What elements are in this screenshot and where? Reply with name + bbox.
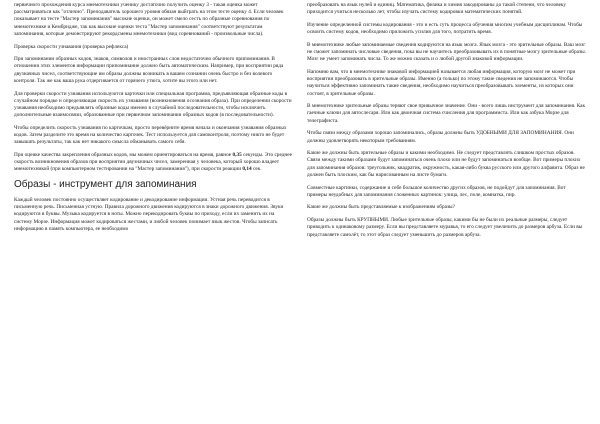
paragraph: Изучение определенной системы кодирования - это и есть суть процесса обучения многим учебным дисциплинам. Чтобы освоить систему кодов, необходимо приложить усилия для того, потратить время. [307,21,583,36]
paragraph: В мнемотехнике зрительные образы теряют свое привычное значение. Они - всего лишь инструмент для запоминания. Как гаечные ключи для автослесаря. Или как двоичная система счисления для программиста. Или как азбука Морзе для телеграфиста. [307,103,586,124]
emphasis-text: УДОБНЫМИ ДЛЯ ЗАПОМИНАНИЯ [476,130,562,137]
paragraph [307,217,586,239]
paragraph: преобразовать на язык нулей и единиц. Математика, физика и химия закодированы до такой степени, что человеку приходится учиться несколько лет, чтобы изучать систему кодировки математических понятий. [307,2,567,16]
bold-value: 0,35 [232,151,242,158]
paragraph: Чтобы определить скорость узнавания по карточкам, просто перевёрните время начала и окончания узнавания образных кодов. Затем разделите это время на количество карточек. Тест используется для самоконтроля, поэтому никто не будет завышать результаты, так как нет никакого смысла обманывать самого себя. [14,124,287,146]
text-run: Чтобы связи между образами хорошо запоминались, образы должны быть [307,130,477,137]
emphasis-text: КРУПНЫМИ [357,217,389,224]
paragraph [307,130,586,144]
paragraph [14,152,293,174]
text-run: секунды. Это среднее скорость возникновения образов при восприятии двузначных чисел, замеренная у человека, который хорошо владеет мнемотехникой (при компьютерном тестировании на "Мастер запоминания"), при скорости реакции [14,151,292,173]
text-run: . Любые зрительные образы, какими бы не были их реальные размеры, следует приводить к одинаковому размеру. Если вы представляете муравья, то его следует увеличить до размеров арбуза. Если вы представляете самолёт, то этот образ следует уменьшить до размеров арбуза. [307,217,583,238]
left-column [14,2,293,424]
paragraph: Какие же должны быть представляемые к изображениям образы? [307,204,455,211]
right-column [307,2,586,424]
paragraph: Для проверки скорости узнавания используются карточки или специальная программа, предъявляющая образные коды в случайном порядке и определяющая скорость их узнавания (возникновения осознания образа). При определении скорости узнавания необходимо предъявлять образные коды именно в случайной последовательности, чтобы исключить дополнительные взаимосвязи, образованные при первичном запоминании образных кодов (в последовательности). [14,90,292,119]
paragraph: При запоминании образных кодов, знаков, символов и иностранных слов недостаточно обычного припоминания. В отношении этих элементов информации припоминание должно быть автоматическим. Например, при восприятии ряда двузначных чисел, соответствующие им образы должны возникать в вашем сознании очень быстро и без волевого контроля. Так же как ваша рука отдергивается от горячего утюга, хотите вы этого или нет. [14,56,284,84]
paragraph: Совместные картинки, содержание и себе большое количество других образов, не подойдут для запоминания. Вот примеры неудобных для запоминания сложенных картинок: улица, лес, поле, комнатка, пир. [307,184,566,198]
text-run: При оценке качества закрепления образных кодов, мы можем ориентироваться на время, равное [14,151,233,158]
paragraph: В мнемотехнике любые запоминаемые сведения кодируются на язык мозга. Язык мозга - это зрительные образы. Ваш мозг не сможет запоминать числовые сведения, пока вы не научитесь преобразовывать их в понятные мозгу зрительные образы. Мозг не умеет запоминать числа. То же можно сказать и о любой другой знаковой информации. [307,41,586,63]
text-run: Образы должны быть [307,217,358,224]
paragraph: Каждый человек постоянно осуществляет кодирование и декодирование информации. Устная речь переводится в письменную речь. Письменная устную. Правила дорожного движения кодируются в знаки дорожного движения. Звуки кодируются в буквы. Музыка кодируется в ноты. Можно перекодировать буквы по приходу, если их заменить их на систему Морзе. Информация может кодироваться жестами, и любой человек понимает язык жестов. Чтобы записать информацию в память компьютера, ее необходимо [14,197,284,232]
text-run: сек. [251,166,262,173]
paragraph: Напомню вам, что в мнемотехнике знаковой информацией называется любая информация, которую мозг не может при восприятии преобразовать в зрительные образы. Именно (а только) по этому такие сведения не запоминаются. Чтобы научиться эффективно запоминать такие сведения, необходимо научиться преобразовывать элементы, из которых они состоят, в зрительные образы. [307,68,576,97]
section-heading: Образы - инструмент для запоминания [14,179,197,191]
section-subheading: Проверка скорости узнавания (проверка рефлекса) [14,43,129,50]
paragraph: первичного прохождения курса мнемотехники ученику достаточно получить оценку 3 - такая оценка может рассматриваться как "отлично". Преподаватель хорошего уровня обязан выйграть на этом тесте оценку 4. Если человек показывает на тесте "Мастер запоминания" высокие оценки, он может смело сесть по образные соревнования по мнемотехнике и Кембридже, так как высокие оценки теста "Мастер запоминания" соответствуют результатам запоминания, которые демонстрируют рекордсмены мнемотехники (вид соревнований - произвольные числа). [14,2,284,37]
text-run: . Они должны удовлетворять некоторым требованиям. [307,130,574,144]
bold-value: 0,14 [242,166,252,173]
paragraph: Какие же должны быть зрительные образы и какими необходимо. Не следует представлять слишком простых образов. Связи между такими образами будут запоминаться очень плохо или не будут запоминаться вообще. Вот примеры плохих для запоминания образов: треугольник, квадратик, окружность, какая-либо буква русского или другого алфавита. Образ не должен быть плоским, как бы нарисованным на листе бумаги. [307,150,585,178]
